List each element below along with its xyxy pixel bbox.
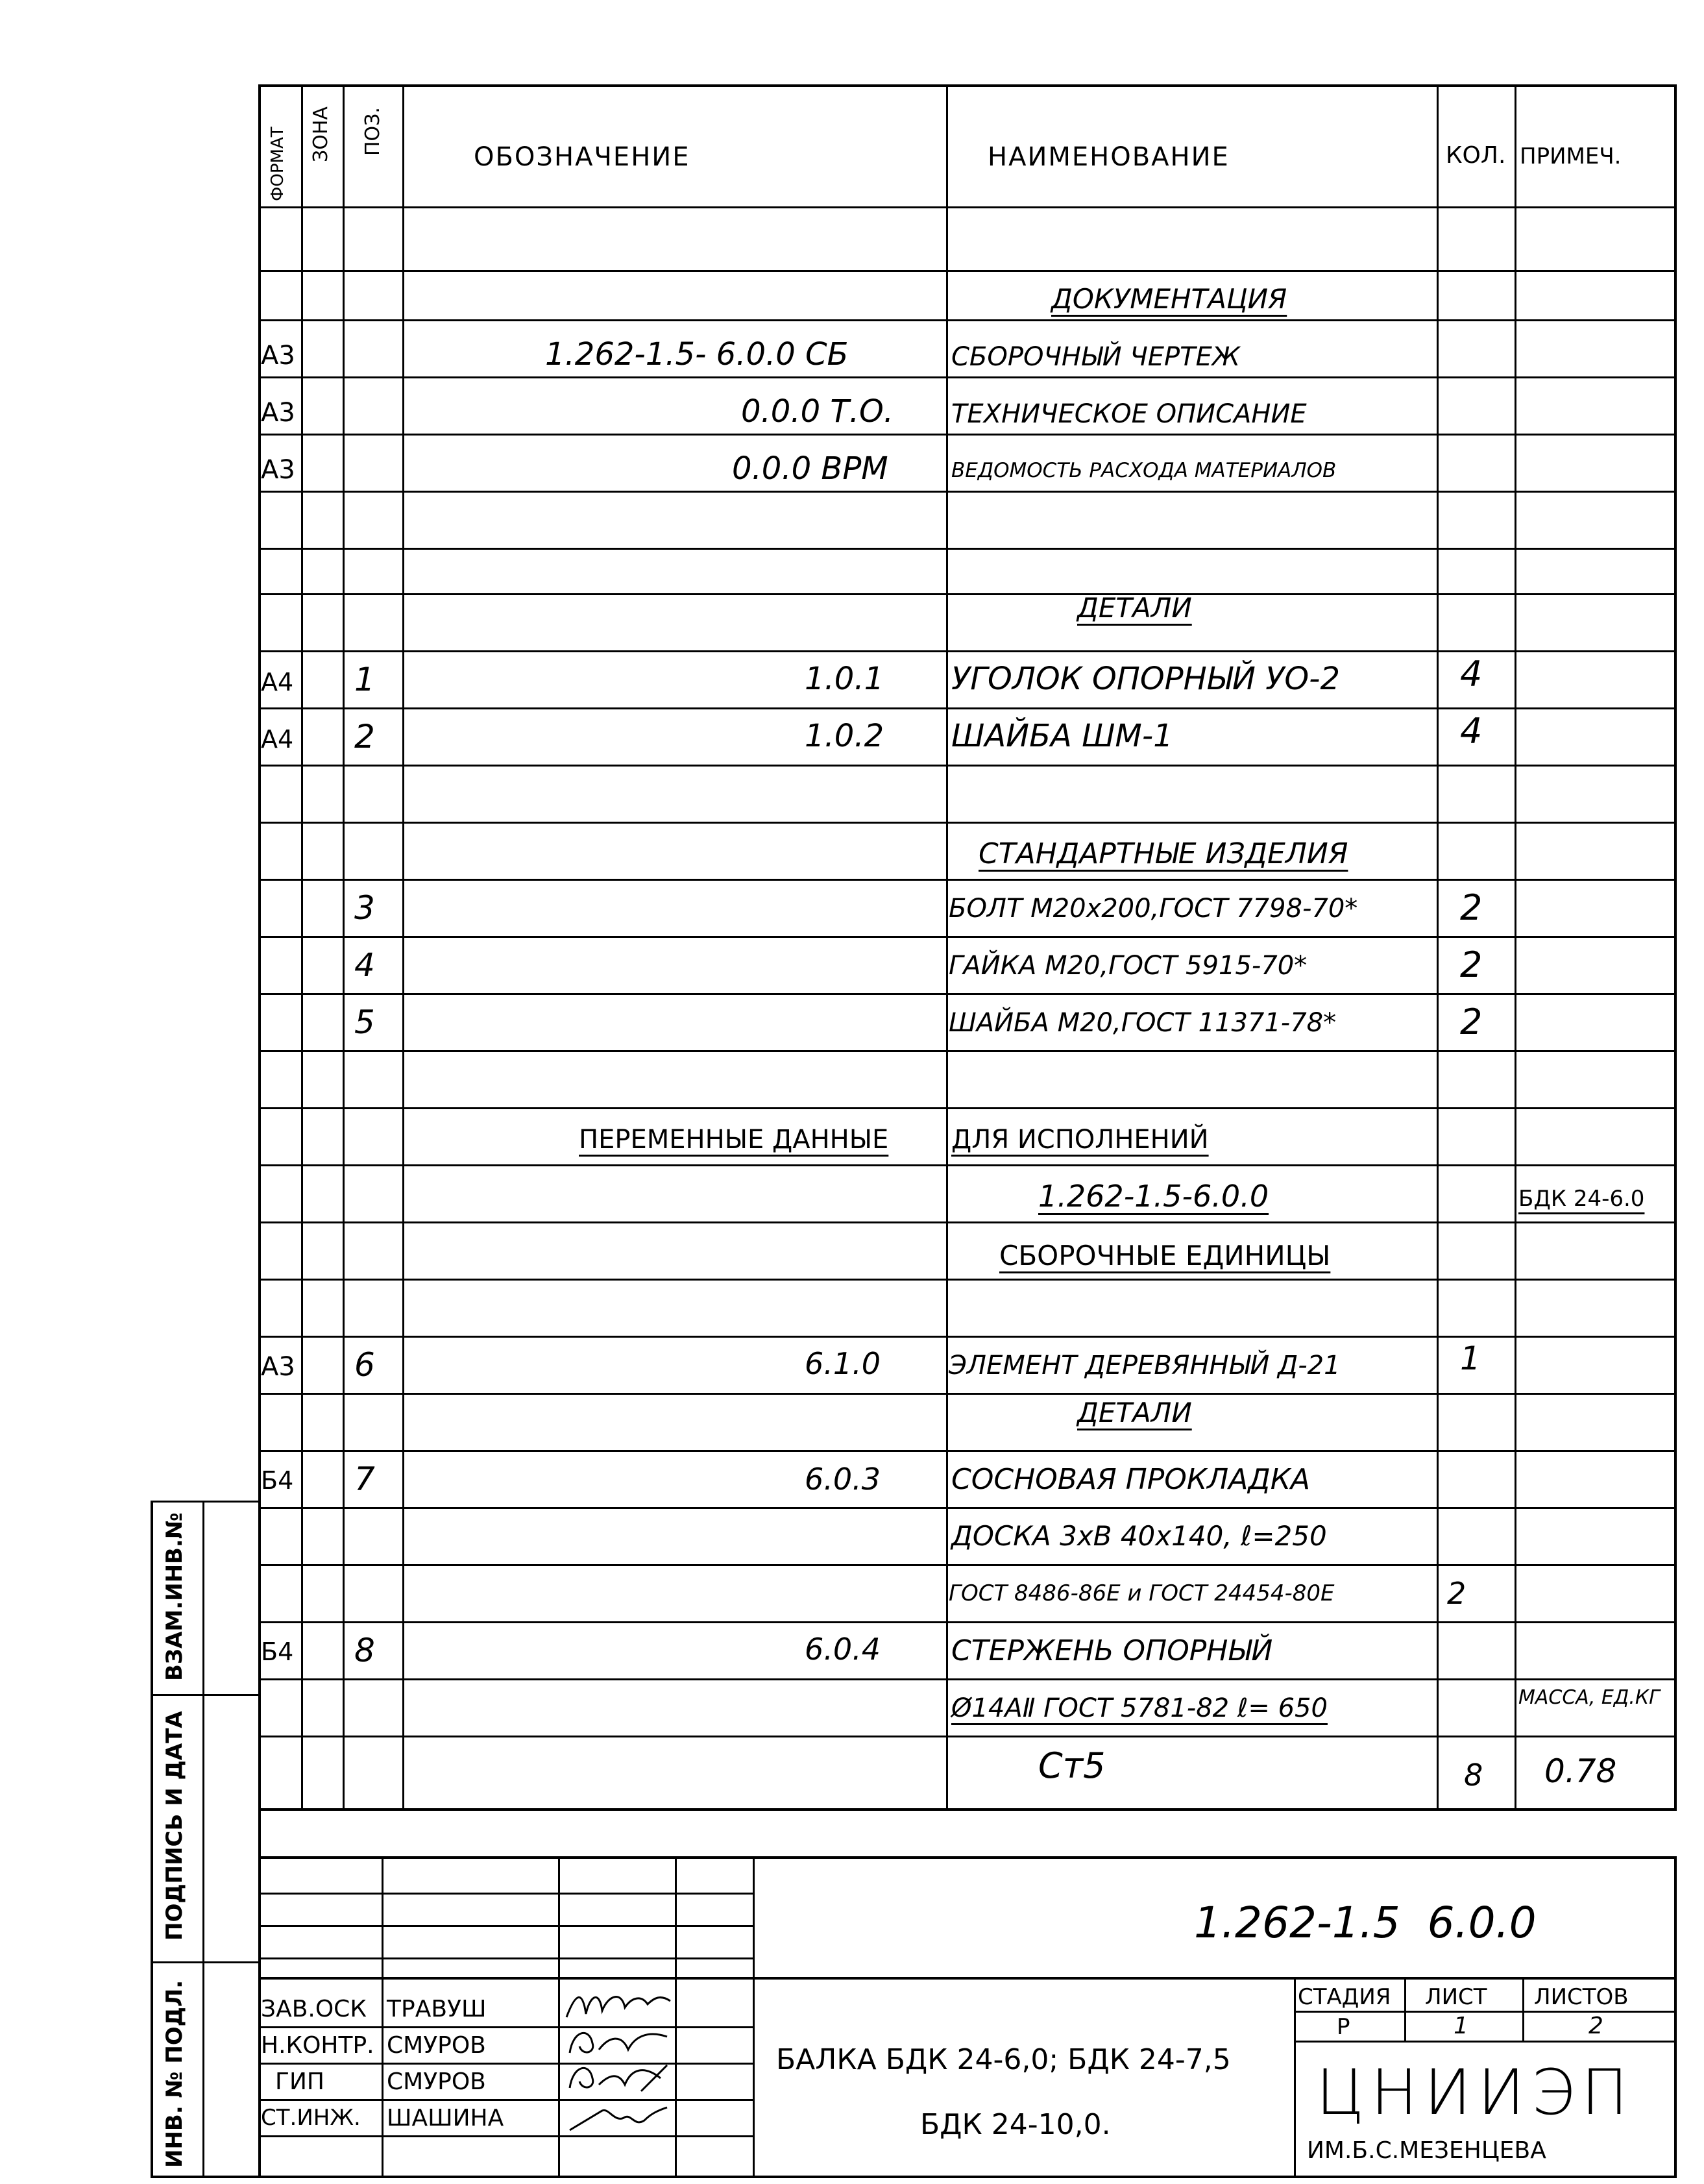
row-name: Ø14АⅡ ГОСТ 5781-82 ℓ= 650 (951, 1693, 1328, 1723)
row-name: ГОСТ 8486-86Е и ГОСТ 24454-80Е (949, 1580, 1335, 1606)
row-format: Б4 (261, 1638, 294, 1666)
side-strip-div (151, 1694, 261, 1696)
row-line (258, 1393, 1677, 1395)
row-pos: 2 (354, 718, 375, 755)
row-line (258, 1564, 1677, 1566)
row-line (258, 1336, 1677, 1338)
row-line (258, 434, 1677, 436)
section-documentation: ДОКУМЕНТАЦИЯ (1051, 283, 1287, 315)
tb-col (1294, 1977, 1296, 2178)
side-strip-top (151, 1501, 261, 1503)
mass-label: МАССА, ЕД.КГ (1518, 1686, 1660, 1709)
mass-value: 0.78 (1544, 1752, 1617, 1790)
sheet-value: 1 (1454, 2013, 1468, 2039)
row-format: А4 (261, 668, 294, 696)
document-code: 1.262-1.5 6.0.0 (1194, 1898, 1537, 1948)
row-format: А3 (261, 398, 295, 428)
row-pos: 8 (354, 1632, 375, 1669)
section-standard-items: СТАНДАРТНЫЕ ИЗДЕЛИЯ (979, 837, 1348, 870)
row-designation: 6.1.0 (805, 1346, 881, 1381)
tb-row (258, 2099, 755, 2101)
section-details-2: ДЕТАЛИ (1077, 1397, 1192, 1429)
row-format: А3 (261, 341, 295, 371)
role-chief-engineer: ГИП (275, 2068, 324, 2095)
name-norm-control: СМУРОВ (387, 2032, 486, 2059)
header-pos: ПОЗ. (361, 107, 384, 156)
tb-col (1522, 1977, 1524, 2042)
row-name: ВЕДОМОСТЬ РАСХОДА МАТЕРИАЛОВ (951, 459, 1337, 482)
row-line (258, 319, 1677, 321)
drawing-title-line2: БДК 24-10,0. (920, 2108, 1111, 2141)
tb-top (258, 1856, 1677, 1859)
row-qty: 2 (1460, 944, 1483, 985)
signature-1 (563, 1985, 674, 2024)
tb-row (1294, 2041, 1677, 2043)
organization-name: ЦНИИЭП (1316, 2056, 1635, 2129)
tb-col (1404, 1977, 1406, 2042)
row-line (258, 491, 1677, 493)
side-signature-label: ПОДПИСЬ И ДАТА (162, 1711, 188, 1941)
row-qty: 4 (1460, 654, 1483, 694)
variable-data-label: ПЕРЕМЕННЫЕ ДАННЫЕ (579, 1125, 889, 1155)
row-line (258, 936, 1677, 938)
row-line (258, 376, 1677, 378)
row-designation: 6.0.4 (805, 1632, 881, 1667)
row-name: ЭЛЕМЕНТ ДЕРЕВЯННЫЙ Д-21 (949, 1351, 1341, 1380)
row-name: ДОСКА 3хВ 40х140, ℓ=250 (951, 1520, 1327, 1552)
tb-row (258, 1893, 755, 1895)
side-strip-mid (202, 1501, 204, 2178)
row-line (258, 593, 1677, 595)
row-line (258, 707, 1677, 709)
tb-row (258, 2135, 755, 2137)
role-norm-control: Н.КОНТР. (261, 2032, 374, 2059)
row-line (258, 1050, 1677, 1052)
section-details: ДЕТАЛИ (1077, 592, 1192, 624)
side-strip-left (151, 1501, 153, 2178)
row-line (258, 1107, 1677, 1109)
tb-right (1674, 1856, 1677, 2178)
tb-row (1294, 2011, 1677, 2013)
side-inventory-label: ИНВ. № ПОДЛ. (162, 1980, 188, 2168)
tb-row (258, 1957, 755, 1959)
variant-note: БДК 24-6.0 (1518, 1186, 1645, 1212)
row-name: ШАЙБА М20,ГОСТ 11371-78* (949, 1008, 1337, 1038)
row-designation: 6.0.3 (805, 1462, 881, 1497)
section-assembly-units: СБОРОЧНЫЕ ЕДИНИЦЫ (999, 1240, 1331, 1271)
tb-col (382, 1856, 383, 2178)
row-designation: 1.0.2 (805, 718, 884, 754)
drawing-title-line1: БАЛКА БДК 24-6,0; БДК 24-7,5 (776, 2043, 1231, 2076)
frame-right (1674, 84, 1677, 1811)
role-senior-engineer: СТ.ИНЖ. (261, 2105, 361, 2131)
row-qty: 2 (1460, 1001, 1483, 1042)
row-line (258, 765, 1677, 767)
tb-row (258, 1925, 755, 1927)
row-pos: 7 (354, 1460, 375, 1498)
row-format: А3 (261, 455, 295, 485)
row-name: БОЛТ М20х200,ГОСТ 7798-70* (949, 894, 1358, 924)
signature-3 (563, 2059, 674, 2098)
stage-value: Р (1337, 2014, 1350, 2040)
tb-row (258, 1977, 1677, 1980)
frame-top (258, 84, 1677, 87)
row-format: А4 (261, 725, 294, 754)
row-line (258, 206, 1677, 208)
row-qty: 1 (1460, 1340, 1481, 1377)
header-zone: ЗОНА (310, 106, 332, 162)
col-line-4 (946, 84, 948, 1811)
row-line (258, 1507, 1677, 1509)
name-head: ТРАВУШ (387, 1996, 487, 2022)
row-line (258, 1736, 1677, 1737)
row-qty: 2 (1460, 887, 1483, 928)
signature-4 (563, 2098, 674, 2137)
col-line-5 (1437, 84, 1439, 1811)
row-qty: 2 (1447, 1576, 1467, 1611)
stage-label: СТАДИЯ (1298, 1984, 1391, 2010)
row-designation: 0.0.0 ВРМ (732, 450, 888, 487)
row-pos: 3 (354, 889, 375, 927)
organization-subtitle: ИМ.Б.С.МЕЗЕНЦЕВА (1307, 2137, 1546, 2164)
row-name: СОСНОВАЯ ПРОКЛАДКА (951, 1463, 1311, 1496)
sheets-value: 2 (1588, 2013, 1603, 2039)
row-pos: 4 (354, 946, 375, 984)
side-vzam-label: ВЗАМ.ИНВ.№ (162, 1512, 188, 1681)
signature-2 (563, 2024, 674, 2063)
row-line (258, 1678, 1677, 1680)
name-chief-engineer: СМУРОВ (387, 2068, 486, 2095)
row-name: УГОЛОК ОПОРНЫЙ УО-2 (951, 661, 1341, 697)
col-line-2 (343, 84, 345, 1811)
row-designation: 1.0.1 (805, 661, 884, 697)
row-format: Б4 (261, 1466, 294, 1495)
header-name: НАИМЕНОВАНИЕ (988, 142, 1230, 172)
row-qty: 8 (1464, 1758, 1483, 1793)
row-line (258, 1221, 1677, 1223)
row-pos: 5 (354, 1003, 375, 1041)
row-pos: 6 (354, 1346, 375, 1384)
row-name: ГАЙКА М20,ГОСТ 5915-70* (949, 951, 1308, 981)
header-designation: ОБОЗНАЧЕНИЕ (474, 142, 690, 172)
variant-code: 1.262-1.5-6.0.0 (1038, 1179, 1269, 1214)
tb-col (753, 1856, 755, 2178)
tb-row (258, 2063, 755, 2065)
tb-col (675, 1856, 677, 2178)
row-name: ШАЙБА ШМ-1 (951, 718, 1173, 754)
row-line (258, 650, 1677, 652)
row-line (258, 548, 1677, 550)
tb-row (258, 2026, 755, 2028)
tb-col (558, 1856, 560, 2178)
row-name: Ст5 (1038, 1745, 1106, 1786)
variable-data-for: ДЛЯ ИСПОЛНЕНИЙ (951, 1125, 1209, 1155)
row-line (258, 1808, 1677, 1811)
header-note: ПРИМЕЧ. (1520, 143, 1622, 169)
row-line (258, 1279, 1677, 1281)
col-line-3 (402, 84, 404, 1811)
row-line (258, 879, 1677, 881)
col-line-6 (1515, 84, 1516, 1811)
row-line (258, 1450, 1677, 1452)
role-head: ЗАВ.ОСК (261, 1996, 367, 2022)
row-line (258, 822, 1677, 824)
row-name: СБОРОЧНЫЙ ЧЕРТЕЖ (951, 342, 1240, 372)
row-name: ТЕХНИЧЕСКОЕ ОПИСАНИЕ (951, 399, 1307, 429)
header-format: ФОРМАТ (268, 127, 287, 201)
row-line (258, 1621, 1677, 1623)
row-line (258, 270, 1677, 272)
sheet-label: ЛИСТ (1425, 1984, 1487, 2010)
col-line-1 (301, 84, 303, 1811)
side-strip-div (151, 1961, 261, 1963)
tb-bottom (151, 2176, 1677, 2178)
row-line (258, 993, 1677, 995)
row-name: СТЕРЖЕНЬ ОПОРНЫЙ (951, 1634, 1273, 1667)
sheets-label: ЛИСТОВ (1534, 1984, 1629, 2010)
header-qty: КОЛ. (1446, 142, 1506, 169)
row-format: А3 (261, 1352, 295, 1382)
row-qty: 4 (1460, 711, 1483, 752)
row-line (258, 1164, 1677, 1166)
row-pos: 1 (354, 661, 375, 698)
row-designation: 0.0.0 Т.О. (741, 393, 894, 430)
row-designation: 1.262-1.5- 6.0.0 СБ (545, 336, 849, 373)
name-senior-engineer: ШАШИНА (387, 2105, 504, 2131)
